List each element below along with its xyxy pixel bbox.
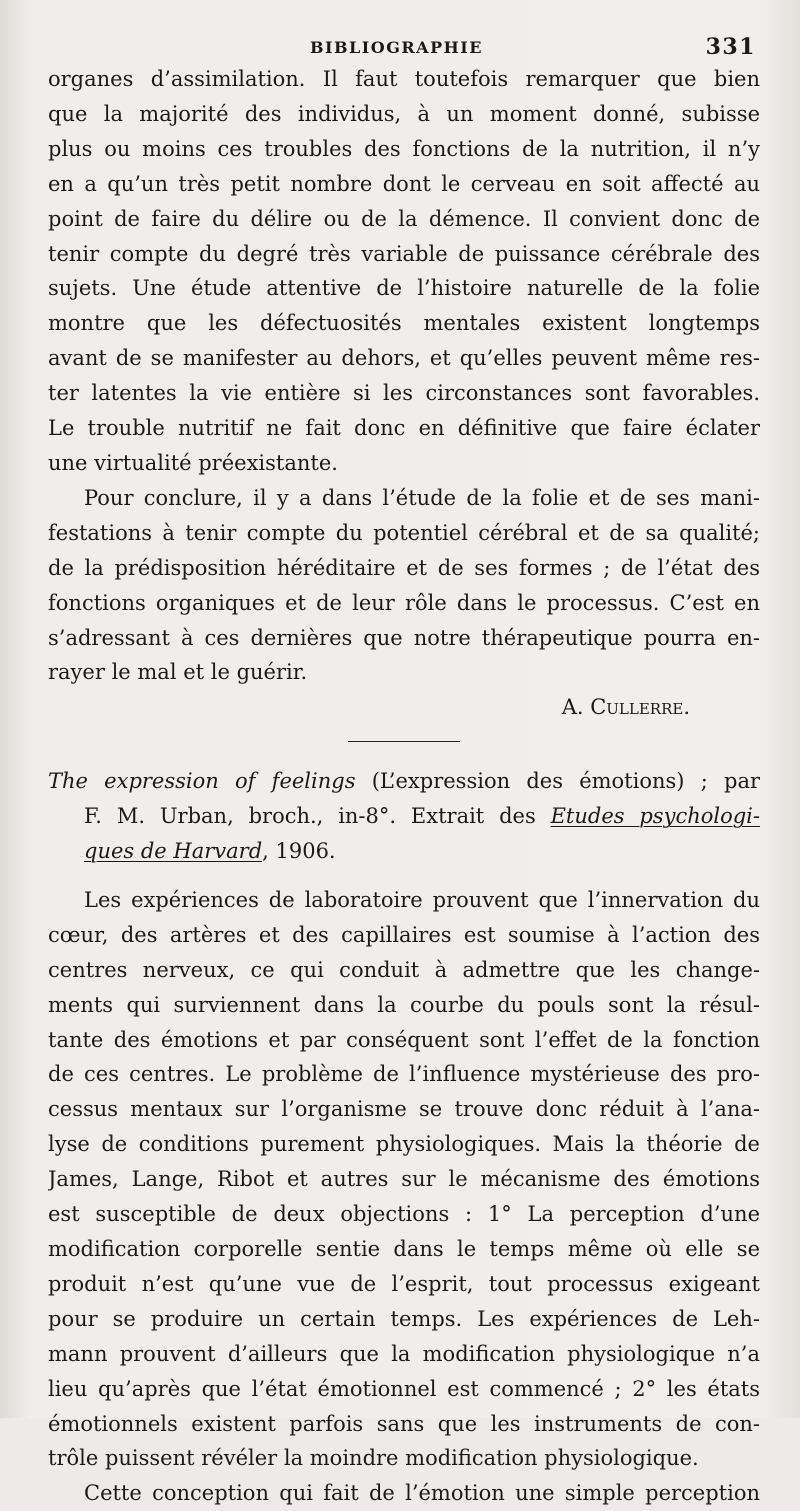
text-line: avant de se manifester au dehors, et qu’elles peuvent même res- xyxy=(48,346,760,371)
text-line: tante des émotions et par conséquent sont l’effet de la fonction xyxy=(48,1027,760,1052)
text-line: centres nerveux, ce qui conduit à admettre que les change- xyxy=(48,957,760,982)
text-line: Cette conception qui fait de l’émotion une simple perception xyxy=(84,1481,760,1506)
text-line: que la majorité des individus, à un moment donné, subisse xyxy=(48,101,760,126)
text-line: mann prouvent d’ailleurs que la modification physiologique n’a xyxy=(48,1341,760,1366)
text-line: lieu qu’après que l’état émotionnel est commencé ; 2° les états xyxy=(48,1376,760,1401)
section-divider xyxy=(348,741,460,742)
text-line: James, Lange, Ribot et autres sur le mécanisme des émotions xyxy=(48,1167,760,1192)
paragraph-conclusion xyxy=(48,481,760,690)
review-year: , 1906. xyxy=(262,839,336,864)
review-author: F. M. Urban, broch., in-8°. Extrait des xyxy=(84,804,551,829)
text-line: lyse de conditions purement physiologiques. Mais la théorie de xyxy=(48,1132,760,1157)
review-heading-line xyxy=(48,799,760,834)
text-line: organes d’assimilation. Il faut toutefois remarquer que bien xyxy=(48,67,760,91)
text-line: fonctions organiques et de leur rôle dans le processus. C’est en xyxy=(48,590,760,615)
review-source: Etudes psychologi- xyxy=(550,804,760,829)
text-line: ments qui surviennent dans la courbe du pouls sont la résul- xyxy=(48,992,760,1017)
text-line: une virtualité préexistante. xyxy=(48,450,338,475)
review-source-end: ques de Harvard xyxy=(84,839,263,864)
review-heading-line xyxy=(48,834,760,869)
text-line: cessus mentaux sur l’organisme se trouve donc réduit à l’ana- xyxy=(48,1097,760,1122)
review-heading-line xyxy=(48,764,760,799)
review-heading-text: (L’expression des émotions) ; par xyxy=(355,769,760,794)
text-line: sujets. Une étude attentive de l’histoire naturelle de la folie xyxy=(48,276,760,301)
text-line: pour se produire un certain temps. Les expériences de Leh- xyxy=(48,1306,760,1331)
text-line: plus ou moins ces troubles des fonctions de la nutrition, il n’y xyxy=(48,136,760,161)
text-line: ter latentes la vie entière si les circonstances sont favorables. xyxy=(48,381,760,406)
review-heading xyxy=(48,764,760,869)
text-line: modification corporelle sentie dans le temps même où elle se xyxy=(48,1237,760,1261)
review-body xyxy=(48,883,760,1511)
running-head xyxy=(48,30,760,62)
review-title: The expression of feelings xyxy=(48,769,356,794)
text-line: de ces centres. Le problème de l’influence mystérieuse des pro- xyxy=(48,1062,760,1087)
text-line: est susceptible de deux objections : 1° La perception d’une xyxy=(48,1202,760,1227)
text-line: festations à tenir compte du potentiel cérébral et de sa qualité; xyxy=(48,520,760,545)
text-line: rayer le mal et le guérir. xyxy=(48,660,308,685)
text-line: émotionnels existent parfois sans que les instruments de con- xyxy=(48,1411,760,1436)
text-line: Le trouble nutritif ne fait donc en définitive que faire éclater xyxy=(48,416,760,441)
spacer xyxy=(48,869,760,883)
paragraph-continuation xyxy=(48,62,760,481)
text-line: tenir compte du degré très variable de puissance cérébrale des xyxy=(48,241,760,266)
text-line: point de faire du délire ou de la démence. Il convient donc de xyxy=(48,206,760,231)
page-text xyxy=(48,62,760,1511)
page-number: 331 xyxy=(705,34,756,60)
text-line: en a qu’un très petit nombre dont le cerveau en soit affecté au xyxy=(48,171,760,196)
text-line: Les expériences de laboratoire prouvent que l’innervation du xyxy=(84,887,760,912)
text-line: de la prédisposition héréditaire et de ses formes ; de l’état des xyxy=(48,555,760,580)
text-line: s’adressant à ces dernières que notre thérapeutique pourra en- xyxy=(48,625,760,650)
text-line: montre que les défectuosités mentales existent longtemps xyxy=(48,311,760,336)
text-line: cœur, des artères et des capillaires est soumise à l’action des xyxy=(48,922,760,947)
text-line: trôle puissent révéler la moindre modification physiologique. xyxy=(48,1446,699,1471)
author-signature: A. Cullerre. xyxy=(561,695,690,720)
text-line: produit n’est qu’une vue de l’esprit, tout processus exigeant xyxy=(48,1271,760,1296)
running-title: BIBLIOGRAPHIE xyxy=(310,38,483,57)
text-line: Pour conclure, il y a dans l’étude de la folie et de ses mani- xyxy=(84,485,760,510)
